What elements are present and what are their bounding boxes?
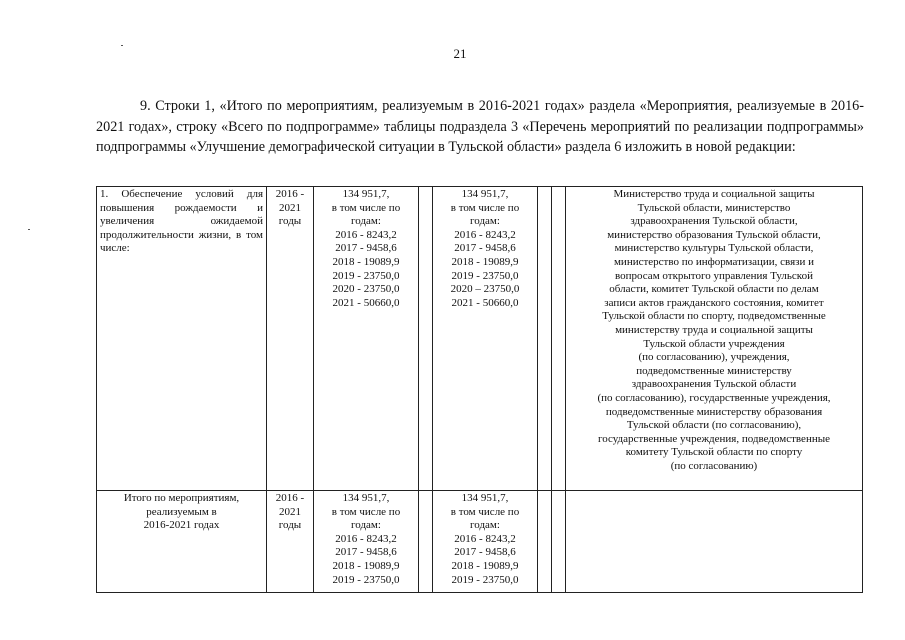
empty-cell xyxy=(538,187,552,491)
total-funding-cell xyxy=(314,187,419,491)
funding-line: в том числе по xyxy=(450,505,520,518)
funding-line: 2018 - 19089,9 xyxy=(332,559,400,572)
table-row xyxy=(97,491,863,593)
period-line: годы xyxy=(278,215,302,228)
executor-line: подведомственные министерству образования xyxy=(605,405,823,418)
period-cell xyxy=(267,491,314,593)
empty-cell xyxy=(552,187,566,491)
executors-cell xyxy=(566,491,863,593)
empty-cell xyxy=(552,491,566,593)
funding-line: 2018 - 19089,9 xyxy=(451,559,519,572)
executor-line: министерство образования Тульской области, xyxy=(607,228,821,241)
period-cell xyxy=(267,187,314,491)
funding-line: 2016 - 8243,2 xyxy=(454,532,516,545)
period-line: 2021 xyxy=(279,505,301,518)
funding-line: годам: xyxy=(470,519,500,532)
executor-line: Тульской области по спорту, подведомственные xyxy=(602,310,826,323)
funding-line: 2017 - 9458,6 xyxy=(335,546,397,559)
executor-line: Министерство труда и социальной защиты xyxy=(613,188,815,200)
funding-line: 134 951,7, xyxy=(342,492,390,504)
funding-line: 2019 - 23750,0 xyxy=(451,573,519,586)
executor-line: Тульской области учреждения xyxy=(643,337,785,350)
executor-line: (по согласованию), государственные учреждения, xyxy=(597,391,831,404)
empty-cell xyxy=(538,491,552,593)
executor-line: вопросам открытого управления Тульской xyxy=(615,269,813,282)
funding-line: 2017 - 9458,6 xyxy=(454,242,516,255)
funding-line: годам: xyxy=(351,519,381,532)
total-funding-cell xyxy=(314,491,419,593)
funding-line: 2019 - 23750,0 xyxy=(332,573,400,586)
name-line: 2016-2021 годах xyxy=(143,519,220,532)
scan-speck xyxy=(121,45,123,46)
intro-paragraph-block xyxy=(96,96,864,158)
funding-line: в том числе по xyxy=(331,505,401,518)
measures-table xyxy=(96,186,863,593)
funding-line: 2021 - 50660,0 xyxy=(451,296,519,309)
period-line: 2016 - xyxy=(275,492,305,504)
table-row xyxy=(97,187,863,491)
executor-line: министерству труда и социальной защиты xyxy=(615,323,813,336)
executor-line: записи актов гражданского состояния, комитет xyxy=(604,296,824,309)
funding-line: 2019 - 23750,0 xyxy=(332,269,400,282)
intro-paragraph: 9. Строки 1, «Итого по мероприятиям, реализуемым в 2016-2021 годах» раздела «Мероприятия, реализуемые в 2016-2021 годах», строку «Всего по подпрограмме» таблицы подраздела 3 «Перечень мероприятий по реализации подпрограммы» подпрограммы «Улучшение демографической ситуации в Тульской области» раздела 6 изложить в новой редакции: xyxy=(96,98,864,155)
period-line: 2021 xyxy=(279,201,301,214)
funding-line: 2018 - 19089,9 xyxy=(332,255,400,268)
executor-line: Тульской области (по согласованию), xyxy=(626,419,802,432)
executor-line: подведомственные министерству xyxy=(636,364,792,377)
period-line: годы xyxy=(278,519,302,532)
executor-line: министерство по информатизации, связи и xyxy=(613,255,815,268)
executors-cell xyxy=(566,187,863,491)
funding-line: 2018 - 19089,9 xyxy=(451,255,519,268)
funding-line: 2016 - 8243,2 xyxy=(335,228,397,241)
funding-line: в том числе по xyxy=(450,201,520,214)
empty-cell xyxy=(419,491,433,593)
funding-line: 134 951,7, xyxy=(461,492,509,504)
period-line: 2016 - xyxy=(275,188,305,200)
funding-line: в том числе по xyxy=(331,201,401,214)
executor-line: (по согласованию), учреждения, xyxy=(638,351,790,364)
funding-line: 2020 – 23750,0 xyxy=(450,283,520,296)
executor-line: области, комитет Тульской области по делам xyxy=(609,283,819,296)
name-line: Итого по мероприятиям, xyxy=(123,492,240,504)
regional-budget-cell xyxy=(433,491,538,593)
regional-budget-cell xyxy=(433,187,538,491)
funding-line: 134 951,7, xyxy=(461,188,509,200)
funding-line: 2021 - 50660,0 xyxy=(332,296,400,309)
name-line: реализуемым в xyxy=(146,505,217,518)
funding-line: 2017 - 9458,6 xyxy=(454,546,516,559)
funding-line: 2019 - 23750,0 xyxy=(451,269,519,282)
executor-line: здравоохранения Тульской области xyxy=(631,378,797,391)
funding-line: 134 951,7, xyxy=(342,188,390,200)
scan-speck xyxy=(28,229,30,230)
empty-cell xyxy=(419,187,433,491)
funding-line: 2020 - 23750,0 xyxy=(332,283,400,296)
executor-line: министерство культуры Тульской области, xyxy=(614,242,814,255)
executor-line: государственные учреждения, подведомственные xyxy=(598,432,830,445)
executor-line: здравоохранения Тульской области, xyxy=(630,215,798,228)
funding-line: годам: xyxy=(470,215,500,228)
executor-line: Тульской области, министерство xyxy=(637,201,791,214)
page-number: 21 xyxy=(453,46,467,61)
measure-name-cell: 1. Обеспечение условий для повышения рождаемости и увеличения ожидаемой продолжительности жизни, в том числе: xyxy=(97,187,267,491)
funding-line: 2016 - 8243,2 xyxy=(335,532,397,545)
funding-line: 2016 - 8243,2 xyxy=(454,228,516,241)
funding-line: 2017 - 9458,6 xyxy=(335,242,397,255)
executor-line: комитету Тульской области по спорту xyxy=(625,446,803,459)
executor-line: (по согласованию) xyxy=(670,459,758,472)
funding-line: годам: xyxy=(351,215,381,228)
total-name-cell xyxy=(97,491,267,593)
